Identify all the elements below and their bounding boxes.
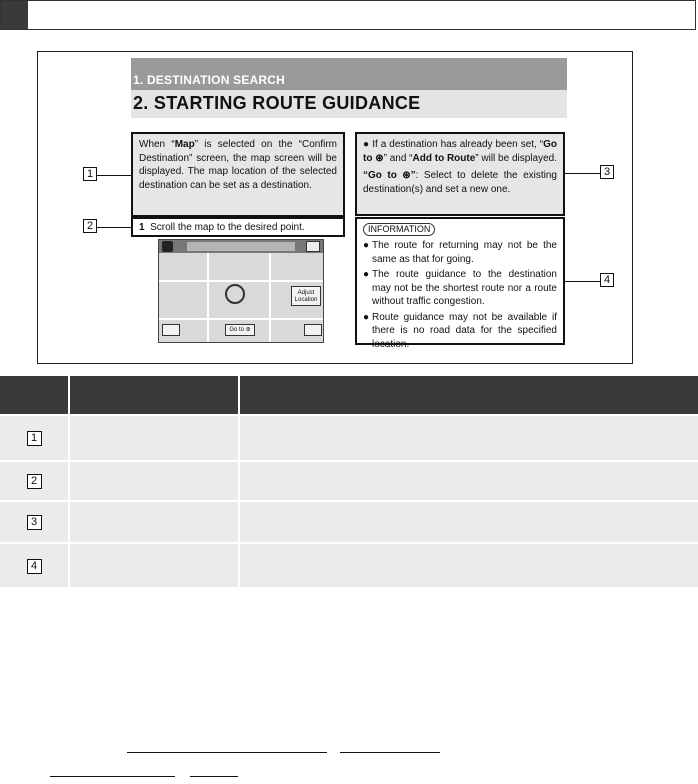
blank-underline [127, 752, 327, 753]
go-to-button: Go to ⊛ [225, 324, 255, 336]
info-item-text: The route guidance to the destination may not be the shortest route nor a route without traffic congestion. [372, 269, 557, 307]
table-cell [69, 543, 239, 587]
callout-3-text: ” and “ [383, 152, 413, 164]
callout-3-text: ” will be displayed. [475, 152, 557, 164]
callout-3-text: : Select to delete the existing destination(s) and set a new one. [363, 170, 557, 195]
table-header-cell [69, 376, 239, 415]
bullet-dot: ● [363, 311, 370, 323]
map-zoom-button [162, 324, 180, 336]
callout-1 [131, 132, 345, 217]
blank-underline [340, 752, 440, 753]
table-row [0, 461, 698, 501]
callout-3 [355, 132, 565, 216]
callout-3-text: If a destination has already been set, “ [372, 139, 544, 150]
leader-line-3 [565, 173, 601, 174]
table-cell [239, 501, 698, 543]
row-marker: 3 [27, 515, 42, 530]
map-road [207, 253, 209, 343]
information-label: INFORMATION [363, 223, 435, 236]
map-road [159, 280, 324, 282]
adjust-location-button: Adjust Location [291, 286, 321, 306]
step-number: 1 [139, 222, 145, 233]
step-text: Scroll the map to the desired point. [150, 222, 305, 233]
menu-icon [162, 241, 173, 252]
row-marker: 2 [27, 474, 42, 489]
table-cell [69, 415, 239, 461]
blank-underline [190, 776, 238, 777]
marker-1: 1 [83, 167, 97, 181]
map-screen-image [158, 239, 324, 343]
leader-line-2 [97, 227, 131, 228]
callout-4 [355, 217, 565, 350]
table-cell [69, 461, 239, 501]
page-header-strip [131, 58, 567, 118]
table-cell [239, 543, 698, 587]
map-cursor-icon [225, 284, 245, 304]
description-table [0, 376, 698, 587]
map-road [269, 253, 271, 343]
row-marker: 4 [27, 559, 42, 574]
map-road [159, 318, 324, 320]
table-cell [239, 415, 698, 461]
blank-underline [50, 776, 175, 777]
leader-line-4 [565, 281, 601, 282]
info-item-text: Route guidance may not be available if there is no road data for the specified location. [372, 311, 557, 350]
marker-4: 4 [600, 273, 614, 287]
table-row [0, 501, 698, 543]
table-cell [239, 461, 698, 501]
annotated-figure [37, 51, 633, 364]
row-marker: 1 [27, 431, 42, 446]
table-header-row [0, 376, 698, 415]
info-item [363, 268, 557, 309]
callout-3-bold: Go to ⊛ [363, 139, 557, 164]
callout-1-bold: Map [174, 139, 195, 150]
callout-2 [131, 217, 345, 237]
bullet-dot: ● [363, 269, 370, 280]
header-tab-block [1, 1, 28, 29]
top-header-bar [0, 0, 696, 30]
callout-1-text-pre: When “ [139, 139, 175, 150]
info-item-text: The route for returning may not be the same as that for going. [372, 240, 557, 265]
table-header-cell [0, 376, 69, 415]
callout-3-para-1 [363, 138, 557, 165]
section-label: 1. DESTINATION SEARCH [131, 58, 567, 90]
table-header-cell [239, 376, 698, 415]
map-zoom-button [304, 324, 322, 336]
table-cell [69, 501, 239, 543]
marker-3: 3 [600, 165, 614, 179]
info-item [363, 311, 557, 352]
map-top-bar [159, 240, 323, 253]
leader-line-1 [97, 175, 131, 176]
table-cell-number [0, 415, 69, 461]
callout-3-bold: Add to Route [412, 152, 476, 164]
callout-3-para-2 [363, 169, 557, 196]
marker-2: 2 [83, 219, 97, 233]
callout-3-bold: “Go to ⊛” [363, 170, 416, 181]
table-cell-number [0, 501, 69, 543]
bullet-dot: ● [363, 139, 370, 150]
table-row [0, 543, 698, 587]
page-title: 2. STARTING ROUTE GUIDANCE [133, 93, 421, 113]
table-row [0, 415, 698, 461]
table-cell-number [0, 461, 69, 501]
info-item [363, 239, 557, 266]
back-icon [306, 241, 320, 252]
bullet-dot: ● [363, 240, 370, 251]
callout-1-text-post: ” is selected on the “Confirm Destination” screen, the map screen will be displayed. The map location of the selected destination can be set as a destination. [139, 139, 337, 191]
table-cell-number [0, 543, 69, 587]
address-bar [187, 242, 295, 251]
